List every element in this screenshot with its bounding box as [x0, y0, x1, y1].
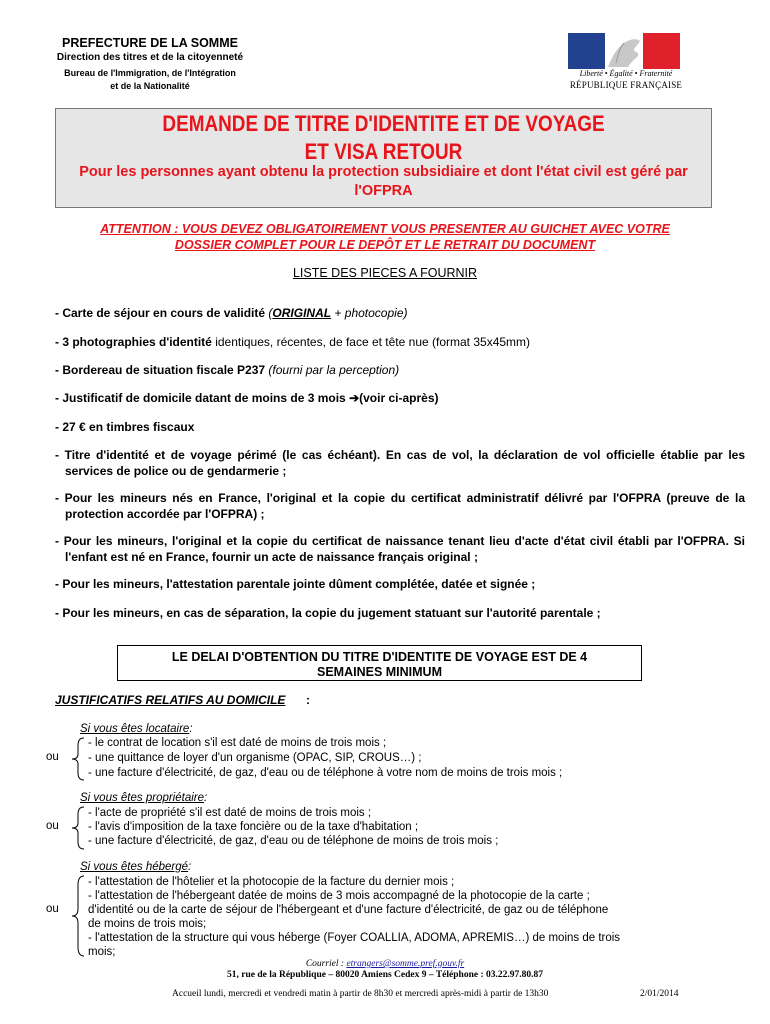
locataire-line: - une quittance de loyer d'un organisme (OPAC, SIP, CROUS…) ; — [88, 752, 422, 764]
piece-timbres-fiscaux: - 27 € en timbres fiscaux — [55, 420, 195, 434]
proprietaire-line: - une facture d'électricité, de gaz, d'eau ou de téléphone de moins de trois mois ; — [88, 835, 499, 847]
email-link[interactable]: etrangers@somme.pref.gouv.fr — [346, 959, 465, 969]
heberge-line: d'identité ou de la carte de séjour de l'hébergeant et d'une facture d'électricité, de gaz ou de téléphone — [88, 904, 609, 916]
piece-carte-sejour: - Carte de séjour en cours de validité (ORIGINAL + photocopie) — [55, 306, 408, 320]
ou-label: ou — [46, 903, 59, 915]
heberge-line: - l'attestation de l'hébergeant datée de moins de 3 mois accompagné de la photocopie de la carte ; — [88, 890, 590, 902]
pieces-list-title: LISTE DES PIECES A FOURNIR — [292, 266, 478, 280]
heberge-line: - l'attestation de l'hôtelier et la photocopie de la facture du dernier mois ; — [88, 876, 455, 888]
republique-francaise-logo — [568, 33, 684, 95]
direction-name: Direction des titres et de la citoyenneté — [56, 52, 244, 63]
locataire-line: - le contrat de location s'il est daté de moins de trois mois ; — [88, 737, 387, 749]
delai-notice: LE DELAI D'OBTENTION DU TITRE D'IDENTITE DE VOYAGE EST DE 4 SEMAINES MINIMUM — [171, 650, 588, 679]
curly-brace-icon — [70, 737, 86, 781]
curly-brace-icon — [70, 875, 86, 957]
arrow-right-icon: ➔ — [349, 391, 360, 405]
bureau-name: Bureau de l'Immigration, de l'Intégration et de la Nationalité — [64, 68, 236, 91]
document-title: DEMANDE DE TITRE D'IDENTITE ET DE VOYAGE ET VISA RETOUR — [162, 111, 605, 164]
justificatifs-heading: JUSTIFICATIFS RELATIFS AU DOMICILE — [55, 693, 286, 707]
piece-bordereau: - Bordereau de situation fiscale P237 (fourni par la perception) — [55, 363, 400, 377]
footer-address: 51, rue de la République – 80020 Amiens Cedex 9 – Téléphone : 03.22.97.80.87 — [227, 970, 543, 980]
heberge-line: - l'attestation de la structure qui vous héberge (Foyer COALLIA, ADOMA, APREMIS…) de moins de trois — [88, 932, 621, 944]
logo-republique: RÉPUBLIQUE FRANÇAISE — [569, 80, 683, 90]
ou-label: ou — [46, 751, 59, 763]
piece-mineurs-attestation-parentale: - Pour les mineurs, l'attestation parentale jointe dûment complétée, datée et signée ; — [55, 577, 536, 591]
justificatifs-colon: : — [306, 693, 310, 707]
attention-notice: ATTENTION : VOUS DEVEZ OBLIGATOIREMENT VOUS PRESENTER AU GUICHET AVEC VOTRE DOSSIER COMPLET POUR LE DEPÔT ET LE RETRAIT DU DOCUMENT — [100, 222, 670, 252]
footer-email: Courriel : etrangers@somme.pref.gouv.fr — [305, 959, 465, 969]
piece-mineurs-certificat-naissance: - Pour les mineurs, l'original et la copie du certificat de naissance tenant lieu d'acte d'état civil établi par l'OFPRA. Si l'enfant est né en France, fournir un acte de naissance français original ; — [55, 534, 745, 564]
piece-justificatif-domicile: - Justificatif de domicile datant de moins de 3 mois ➔(voir ci-après) — [55, 391, 439, 405]
footer-accueil: Accueil lundi, mercredi et vendredi matin à partir de 8h30 et mercredi après-midi à partir de 13h30 — [172, 989, 549, 999]
proprietaire-line: - l'acte de propriété s'il est daté de moins de trois mois ; — [88, 807, 372, 819]
ou-label: ou — [46, 820, 59, 832]
locataire-heading: Si vous êtes locataire: — [80, 723, 193, 735]
heberge-heading: Si vous êtes hébergé: — [80, 861, 192, 873]
curly-brace-icon — [70, 806, 86, 850]
piece-mineurs-certificat-administratif: - Pour les mineurs nés en France, l'original et la copie du certificat administratif délivré par l'OFPRA (preuve de la protection accordée par l'OFPRA) ; — [55, 491, 745, 521]
piece-photographies: - 3 photographies d'identité identiques, récentes, de face et tête nue (format 35x45mm) — [55, 335, 531, 349]
heberge-line: mois; — [88, 946, 116, 958]
piece-titre-perime: - Titre d'identité et de voyage périmé (le cas échéant). En cas de vol, la déclaration de vol officielle établie par les services de police ou de gendarmerie ; — [55, 448, 745, 478]
marianne-flag-icon — [568, 33, 680, 69]
heberge-line: de moins de trois mois; — [88, 918, 207, 930]
prefecture-name: PREFECTURE DE LA SOMME — [62, 36, 238, 50]
proprietaire-heading: Si vous êtes propriétaire: — [80, 792, 208, 804]
proprietaire-line: - l'avis d'imposition de la taxe foncière ou de la taxe d'habitation ; — [88, 821, 419, 833]
document-subtitle: Pour les personnes ayant obtenu la protection subsidiaire et dont l'état civil est géré par l'OFPRA — [79, 164, 688, 199]
logo-motto: Liberté • Égalité • Fraternité — [579, 69, 673, 78]
piece-mineurs-jugement: - Pour les mineurs, en cas de séparation, la copie du jugement statuant sur l'autorité parentale ; — [55, 606, 601, 620]
locataire-line: - une facture d'électricité, de gaz, d'eau ou de téléphone à votre nom de moins de trois mois ; — [88, 767, 563, 779]
footer-date: 2/01/2014 — [640, 989, 679, 999]
